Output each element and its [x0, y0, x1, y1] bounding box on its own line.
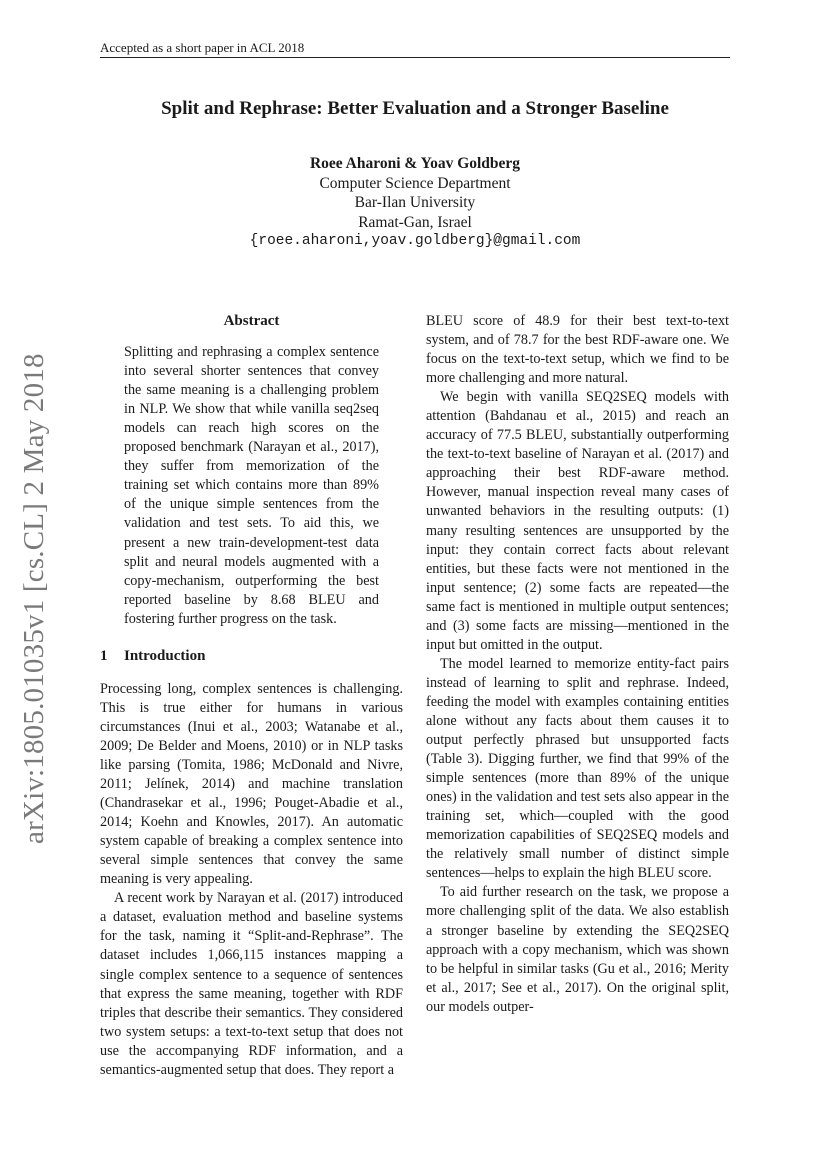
left-column — [100, 312, 403, 1080]
right-column — [426, 312, 729, 1017]
intro-paragraph-2: A recent work by Narayan et al. (2017) introduced a dataset, evaluation method and baseline systems for the task, naming it “Split-and-Rephrase”. The dataset includes 1,066,115 instances mapping a single complex sentence to a sequence of sentences that express the same meaning, together with RDF triples that describe their semantics. They considered two system setups: a text-to-text setup that does not use the accompanying RDF information, and a semantics-augmented setup that does. They report a — [100, 890, 403, 1078]
intro-paragraph-5: To aid further research on the task, we propose a more challenging split of the data. We also establish a stronger baseline by extending the SEQ2SEQ approach with a copy mechanism, which was shown to be helpful in similar tasks (Gu et al., 2016; Merity et al., 2017; See et al., 2017). On the original split, our models outper- — [426, 884, 729, 1015]
author-names: Roee Aharoni & Yoav Goldberg — [309, 155, 521, 172]
intro-paragraph-4: The model learned to memorize entity-fact pairs instead of learning to split and rephrase. Indeed, feeding the model with examples containing entities alone without any facts about them causes it to output perfectly phrased but unsupported facts (Table 3). Digging further, we find that 99% of the simple sentences (more than 89% of the unique ones) in the validation and test sets also appear in the training set, which—coupled with the good memorization capabilities of SEQ2SEQ models and the relatively small number of distinct simple sentences—helps to explain the high BLEU score. — [426, 655, 729, 882]
section-heading-introduction — [100, 647, 403, 666]
intro-paragraph-2-continued: BLEU score of 48.9 for their best text-to-text system, and of 78.7 for the best RDF-aware one. We focus on the text-to-text setup, which we find to be more challenging and more natural. — [426, 313, 729, 387]
paper-title: Split and Rephrase: Better Evaluation and a Stronger Baseline — [161, 98, 669, 119]
running-header: Accepted as a short paper in ACL 2018 — [100, 40, 305, 55]
author-email: {roee.aharoni,yoav.goldberg}@gmail.com — [249, 233, 581, 249]
arxiv-identifier: arXiv:1805.01035v1 [cs.CL] 2 May 2018 — [18, 353, 50, 844]
author-university: Bar-Ilan University — [354, 194, 476, 211]
intro-paragraph-3: We begin with vanilla SEQ2SEQ models with attention (Bahdanau et al., 2015) and reach an accuracy of 77.5 BLEU, substantially outperforming the text-to-text baseline of Narayan et al. (2017) and approaching their best RDF-aware method. However, manual inspection reveal many cases of unwanted behaviors in the resulting outputs: (1) many resulting sentences are unsupported by the input: they contain correct facts about relevant entities, but these facts were not mentioned in the input sentence; (2) some facts are repeated—the same fact is mentioned in multiple output sentences; and (3) some facts are missing—mentioned in the input but omitted in the output. — [426, 389, 729, 653]
section-title: Introduction — [124, 647, 206, 664]
header-rule — [100, 57, 730, 58]
intro-paragraph-1: Processing long, complex sentences is challenging. This is true either for humans in various circumstances (Inui et al., 2003; Watanabe et al., 2009; De Belder and Moens, 2010) or in NLP tasks like parsing (Tomita, 1986; McDonald and Nivre, 2011; Jelínek, 2014) and machine translation (Chandrasekar et al., 1996; Pouget-Abadie et al., 2014; Koehn and Knowles, 2017). An automatic system capable of breaking a complex sentence into several simple sentences that convey the same meaning is very appealing. — [100, 680, 403, 888]
abstract-heading: Abstract — [223, 313, 280, 329]
author-block — [100, 154, 730, 252]
author-department: Computer Science Department — [319, 174, 511, 192]
section-number: 1 — [100, 647, 108, 664]
author-location: Ramat-Gan, Israel — [358, 213, 472, 231]
abstract-text: Splitting and rephrasing a complex sentence into several shorter sentences that convey the same meaning is a challenging problem in NLP. We show that while vanilla seq2seq models can reach high scores on the proposed benchmark (Narayan et al., 2017), they suffer from memorization of the training set which contains more than 89% of the unique simple sentences from the validation and test sets. To aid this, we present a new train-development-test data split and neural models augmented with a copy-mechanism, outperforming the best reported baseline by 8.68 BLEU and fostering further progress on the task. — [124, 344, 379, 627]
